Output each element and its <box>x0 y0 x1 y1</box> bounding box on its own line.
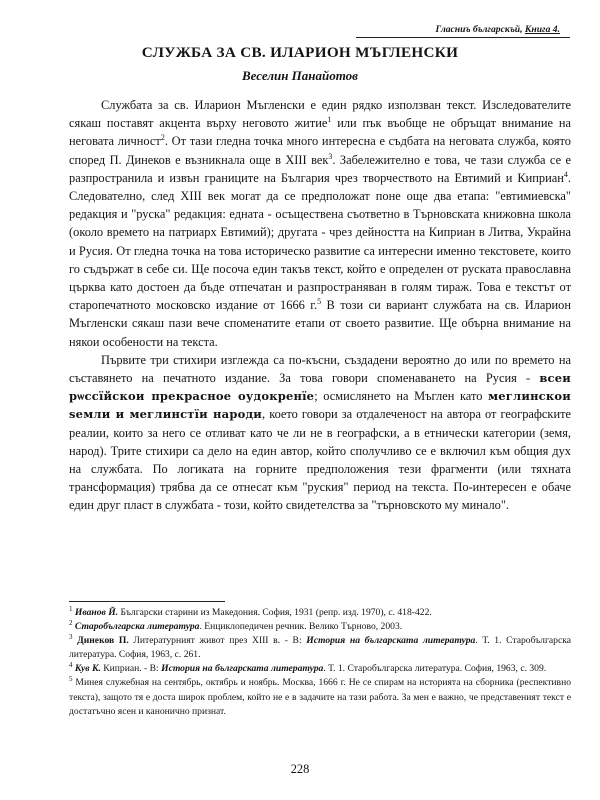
running-head <box>436 24 560 35</box>
page-number: 228 <box>290 762 310 776</box>
footnote-ref-4[interactable]: 4 <box>563 169 568 179</box>
footnote-ref-5[interactable]: 5 <box>317 297 322 307</box>
paragraph-2 <box>69 351 571 515</box>
book-number: Книга 4. <box>524 24 560 35</box>
footnote-3 <box>69 634 571 662</box>
footnote-source: Старобългарска литература <box>74 621 200 633</box>
footnote-text: . Т. 1. Старобългарска литература. София, 1963, с. 261. <box>69 635 571 661</box>
footnote-text: . Енциклопедичен речник. Велико Търново, 2003. <box>199 621 403 633</box>
text-run: . От тази гледна точка много интересна е съдбата на неговата служба, която според П. Динеков е възникнала още в XIII век <box>69 134 571 167</box>
footnote-1 <box>69 606 571 620</box>
footnote-author: Иванов Й. <box>74 607 119 618</box>
footnote-number: 4 <box>69 661 73 670</box>
footnote-number: 5 <box>69 675 73 684</box>
text-run: или пък въобще не обръщат внимание на неговата личност <box>69 116 571 149</box>
footnote-source: История на българската литература <box>306 635 476 647</box>
footnote-number: 1 <box>69 604 73 613</box>
footnote-ref-3[interactable]: 3 <box>328 151 333 161</box>
footnote-2 <box>69 620 571 634</box>
footnote-rule <box>69 601 225 602</box>
footnote-number: 2 <box>69 618 73 627</box>
running-title: Гласниъ българскъй, <box>435 24 523 35</box>
footnote-source: История на българската литература <box>161 663 324 675</box>
text-run: Първите три стихири изглежда са по-късни, създадени вероятно до или по времето на съставянето на печатното издание. За това говори споменаването на Русия - <box>69 352 571 386</box>
paragraph-1 <box>69 96 571 351</box>
footnote-5 <box>69 676 571 718</box>
footnote-4 <box>69 662 571 676</box>
footnote-author: Кув К. <box>74 663 101 675</box>
text-run: ; осмислянето на Мъглен като <box>314 389 489 404</box>
article-author: Веселин Панайотов <box>242 68 358 83</box>
footnote-author: Динеков П. <box>77 635 129 647</box>
article-body <box>69 96 571 515</box>
old-slavonic-quote-1: всеи рѡссїйскои прекрасное оудокренїе <box>69 371 571 404</box>
old-slavonic-quote-2: меглинскои ѕемли и меглинстїи народи <box>69 389 571 422</box>
footnote-ref-2[interactable]: 2 <box>160 133 165 143</box>
text-run: . Забележително е това, че тази служба се е разпространила и извън границите на България чрез творчеството на Евтимий и Киприан <box>69 152 571 185</box>
text-run: Службата за св. Иларион Мъгленски е един рядко използван текст. Изследователите сякаш поставят акцента върху неговото житие <box>69 98 571 131</box>
footnote-number: 3 <box>69 633 73 641</box>
text-run: В този си вариант службата на св. Иларион Мъгленски сякаш пази вече споменатите етапи от своето развитие. Ще обърна внимание на някои особености на текста. <box>69 298 571 349</box>
article-title: СЛУЖБА ЗА СВ. ИЛАРИОН МЪГЛЕНСКИ <box>141 44 459 61</box>
footnote-text: Български старини из Македония. София, 1931 (репр. изд. 1970), с. 418-422. <box>118 607 432 618</box>
footnotes <box>69 606 571 719</box>
footnote-ref-1[interactable]: 1 <box>327 115 332 125</box>
text-run: . Следователно, след XIII век могат да се предположат поне още два етапа: "евтимиевска" редакция и "руска" редакция: едната - осъществена съответно в Търновската книжовна школа (около времето на патриарх Евтимий); другата - чрез дейността на Киприан в Литва, Украйна и Русия. От гледна точка на това историческо развитие са интересни именно текстовете, които го съдържат в себе си. Ще посоча един такъв текст, който е определен от руската православна църква като достоен да бъде отпечатан и разпространяван в голям тираж. Това е текстът от старопечатното московско издание от 1666 г. <box>69 170 571 313</box>
footnote-text: Киприан. - В: <box>100 663 162 675</box>
header-rule <box>356 37 570 38</box>
footnote-text: Литературният живот през XIII в. - В: <box>128 635 307 647</box>
footnote-text: . Т. 1. Старобългарска литература. София, 1963, с. 309. <box>323 663 547 675</box>
text-run: , което говори за отдалеченост на автора от географските реалии, които за него се отливат като че ли не в географски, а в етнически категории (земя, народ). Трите стихири са дело на един автор, който сполучливо се е включил към общия дух на службата. По логиката на горните предположения тези фрагменти (или тяхната трансформация) трябва да се отнесат към "руския" период на текста. По-интересен е обаче един друг пласт в службата - този, който свидетелства за "търновското му минало". <box>69 407 572 513</box>
footnote-text: Минея служебная на сентябрь, октябрь и ноябрь. Москва, 1666 г. Не се спирам на историята на сборника (респективно текста), защото тя е доста широк проблем, който не е в задачите на тази работа. За мен е важно, че представеният текст е достатъчно ясен и канонично признат. <box>69 677 571 717</box>
